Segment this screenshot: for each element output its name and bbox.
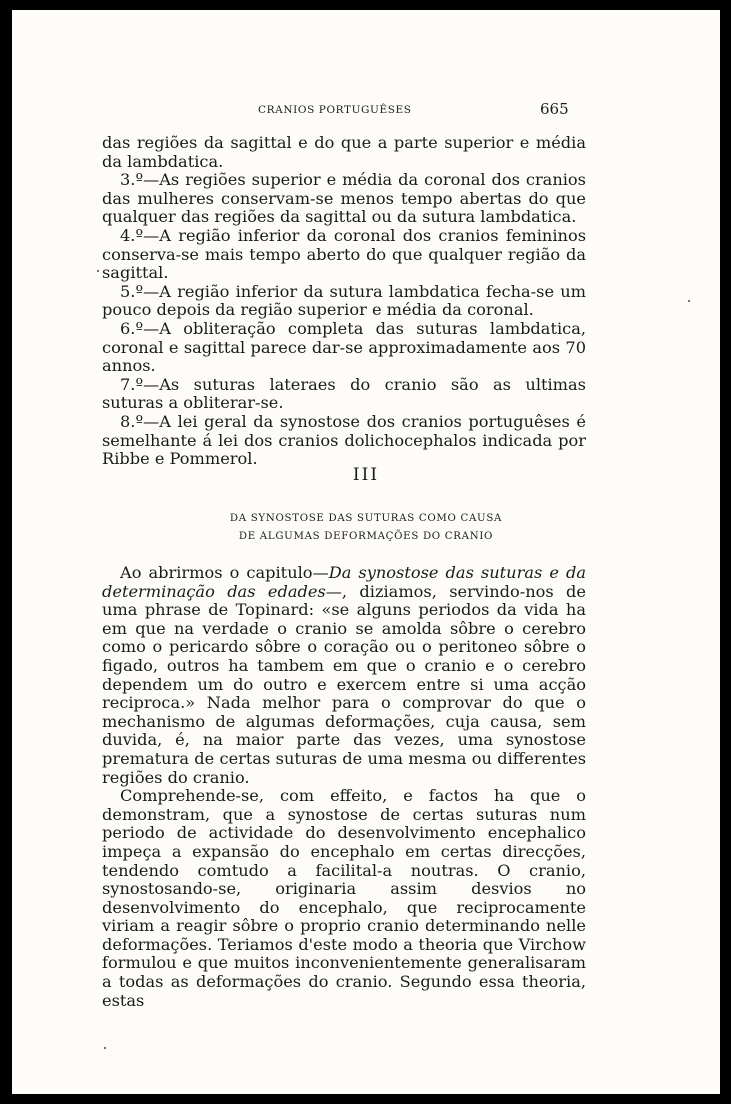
conclusion-7: 7.º—As suturas lateraes do cranio são as ultimas suturas a obliterar-se.: [102, 374, 586, 413]
section-title-line-2: DE ALGUMAS DEFORMAÇÕES DO CRANIO: [238, 531, 494, 542]
chapter-title-reference: Da synostose das suturas e da determinação das edades: [102, 563, 587, 601]
print-speck: [97, 270, 99, 272]
page-header: [12, 100, 720, 122]
paragraph-continuation: das regiões da sagittal e do que a parte superior e média da lambdatica.: [102, 133, 586, 171]
body-p1-rest: —, diziamos, servindo-nos de uma phrase de Topinard: «se alguns periodos da vida ha em que na verdade o cranio se amolda sôbre o cerebro como o pericardo sôbre o coração ou o peritoneo sôbre o figado, outros ha tambem em que o cranio e o cerebro dependem um do outro e exercem entre si uma acção reciproca.» Nada melhor para o comprovar do que o mechanismo de algumas deformações, cuja causa, sem duvida, é, na maior parte das vezes, uma synostose prematura de certas suturas de uma mesma ou differentes regiões do cranio.: [102, 581, 586, 787]
body-paragraph-1: [102, 564, 586, 787]
conclusion-6: 6.º—A obliteração completa das suturas lambdatica, coronal e sagittal parece dar-se approximadamente aos 70 annos.: [102, 318, 586, 376]
section-title-line-1: DA SYNOSTOSE DAS SUTURAS COMO CAUSA: [229, 513, 503, 524]
section-number: III: [352, 465, 380, 485]
conclusion-8: 8.º—A lei geral da synostose dos cranios portuguêses é semelhante á lei dos cranios dolichocephalos indicada por Ribbe e Pommerol.: [102, 411, 586, 469]
conclusion-5: 5.º—A região inferior da sutura lambdatica fecha-se um pouco depois da região superior e média da coronal.: [102, 281, 586, 320]
print-speck: [688, 300, 690, 302]
book-page: [12, 10, 720, 1094]
body-p1-lead: Ao abrirmos o capitulo—: [120, 563, 329, 582]
running-head: CRANIOS PORTUGUÊSES: [258, 104, 412, 116]
conclusion-4: 4.º—A região inferior da coronal dos cranios femininos conserva-se mais tempo aberto do que qualquer região da sagittal.: [102, 225, 586, 283]
conclusions-list: [102, 134, 586, 469]
page-number: 665: [540, 100, 569, 118]
section-body: [102, 564, 586, 1010]
body-paragraph-2: Comprehende-se, com effeito, e factos ha que o demonstram, que a synostose de certas suturas num periodo de actividade do desenvolvimento encephalico impeça a expansão do encephalo em certas direcções, tendendo comtudo a facilital-a noutras. O cranio, synostosando-se, originaria assim desvios no desenvolvimento do encephalo, que reciprocamente viriam a reagir sôbre o proprio cranio determinando nelle deformações. Teriamos d'este modo a theoria que Virchow formulou e que muitos inconvenientemente generalisaram a todas as deformações do cranio. Segundo essa theoria, estas: [102, 786, 586, 1010]
conclusion-3: 3.º—As regiões superior e média da coronal dos cranios das mulheres conservam-se menos tempo abertas do que qualquer das regiões da sagittal ou da sutura lambdatica.: [102, 170, 586, 227]
print-speck: [104, 1047, 106, 1049]
